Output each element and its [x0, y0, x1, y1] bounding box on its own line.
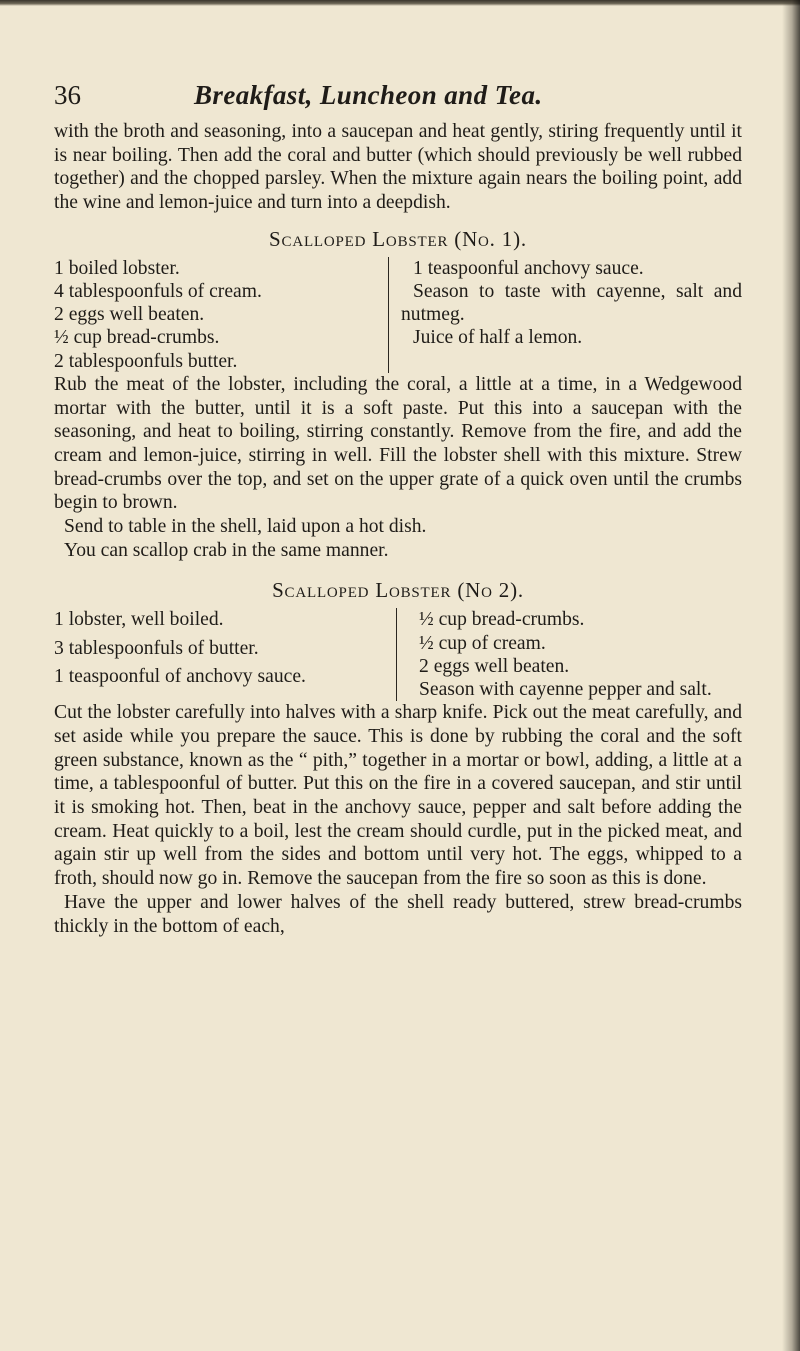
page-top-edge	[0, 0, 800, 6]
method-paragraph: You can scallop crab in the same manner.	[64, 539, 389, 561]
ingredient-item: Juice of half a lemon.	[413, 327, 583, 349]
ingredient-item: 1 teaspoonful anchovy sauce.	[413, 257, 644, 279]
recipe-title-scalloped-lobster-2: Scalloped Lobster (No 2).	[272, 578, 524, 603]
method-paragraph: Cut the lobster carefully into halves with a sharp knife. Pick out the meat carefully, and set aside while you prepare the sauce. This is done by rubbing the coral and the soft green substance, known as the “ pith,” together in a mortar or bowl, adding, a little at a time, a tablespoonful of butter. Put this on the fire in a covered saucepan, and stir until it is smoking hot. Then, beat in the anchovy sauce, pepper and salt before adding the cream. Heat quickly to a boil, lest the cream should curdle, put in the picked meat, and again stir up well from the sides and bottom until very hot. The eggs, whipped to a froth, should now go in. Remove the saucepan from the fire so soon as this is done.	[54, 702, 742, 890]
ingredients-left-column	[54, 257, 388, 373]
page-right-edge-shadow	[782, 0, 800, 1351]
recipe-title-scalloped-lobster-1: Scalloped Lobster (No. 1).	[269, 226, 527, 251]
ingredients-table-2	[54, 608, 742, 701]
running-title: Breakfast, Luncheon and Tea.	[194, 80, 543, 110]
ingredient-item: 1 boiled lobster.	[54, 257, 180, 279]
ingredient-item: Season to taste with cayenne, salt and nutmeg.	[401, 281, 742, 326]
method-paragraph: Send to table in the shell, laid upon a hot dish.	[64, 516, 427, 538]
ingredient-item: Season with cayenne pepper and salt.	[419, 679, 712, 701]
ingredient-item: ½ cup bread-crumbs.	[419, 609, 585, 631]
ingredients-left-column	[54, 608, 396, 701]
page-number: 36	[54, 80, 81, 110]
ingredients-right-column	[396, 608, 742, 701]
ingredient-item: 1 teaspoonful of anchovy sauce.	[54, 665, 306, 687]
ingredient-item: ½ cup of cream.	[419, 632, 546, 654]
intro-paragraph: with the broth and seasoning, into a saucepan and heat gently, stiring frequently until it is near boiling. Then add the coral and butter (which should previously be well rubbed together) and the chopped parsley. When the mixture again nears the boiling point, add the wine and lemon-juice and turn into a deepdish.	[54, 121, 742, 214]
ingredients-right-column	[388, 257, 742, 373]
ingredients-table-1	[54, 257, 742, 373]
ingredient-item: 4 tablespoonfuls of cream.	[54, 281, 262, 303]
ingredient-item: ½ cup bread-crumbs.	[54, 327, 220, 349]
running-head	[54, 72, 742, 120]
ingredient-item: 1 lobster, well boiled.	[54, 609, 224, 631]
ingredient-item: 2 eggs well beaten.	[54, 304, 205, 326]
method-paragraph: Rub the meat of the lobster, including the coral, a little at a time, in a Wedgewood mortar with the butter, until it is a soft paste. Put this into a saucepan with the seasoning, and heat to boiling, stirring constantly. Remove from the fire, and add the cream and lemon-juice, stirring in well. Fill the lobster shell with this mixture. Strew bread-crumbs over the top, and set on the upper grate of a quick oven until the crumbs begin to brown.	[54, 373, 742, 514]
method-paragraph: Have the upper and lower halves of the shell ready buttered, strew bread-crumbs thickly in the bottom of each,	[54, 891, 742, 937]
ingredient-item: 3 tablespoonfuls of butter.	[54, 637, 259, 659]
book-page	[54, 72, 742, 938]
ingredient-item: 2 eggs well beaten.	[419, 655, 570, 677]
ingredient-item: 2 tablespoonfuls butter.	[54, 350, 238, 372]
